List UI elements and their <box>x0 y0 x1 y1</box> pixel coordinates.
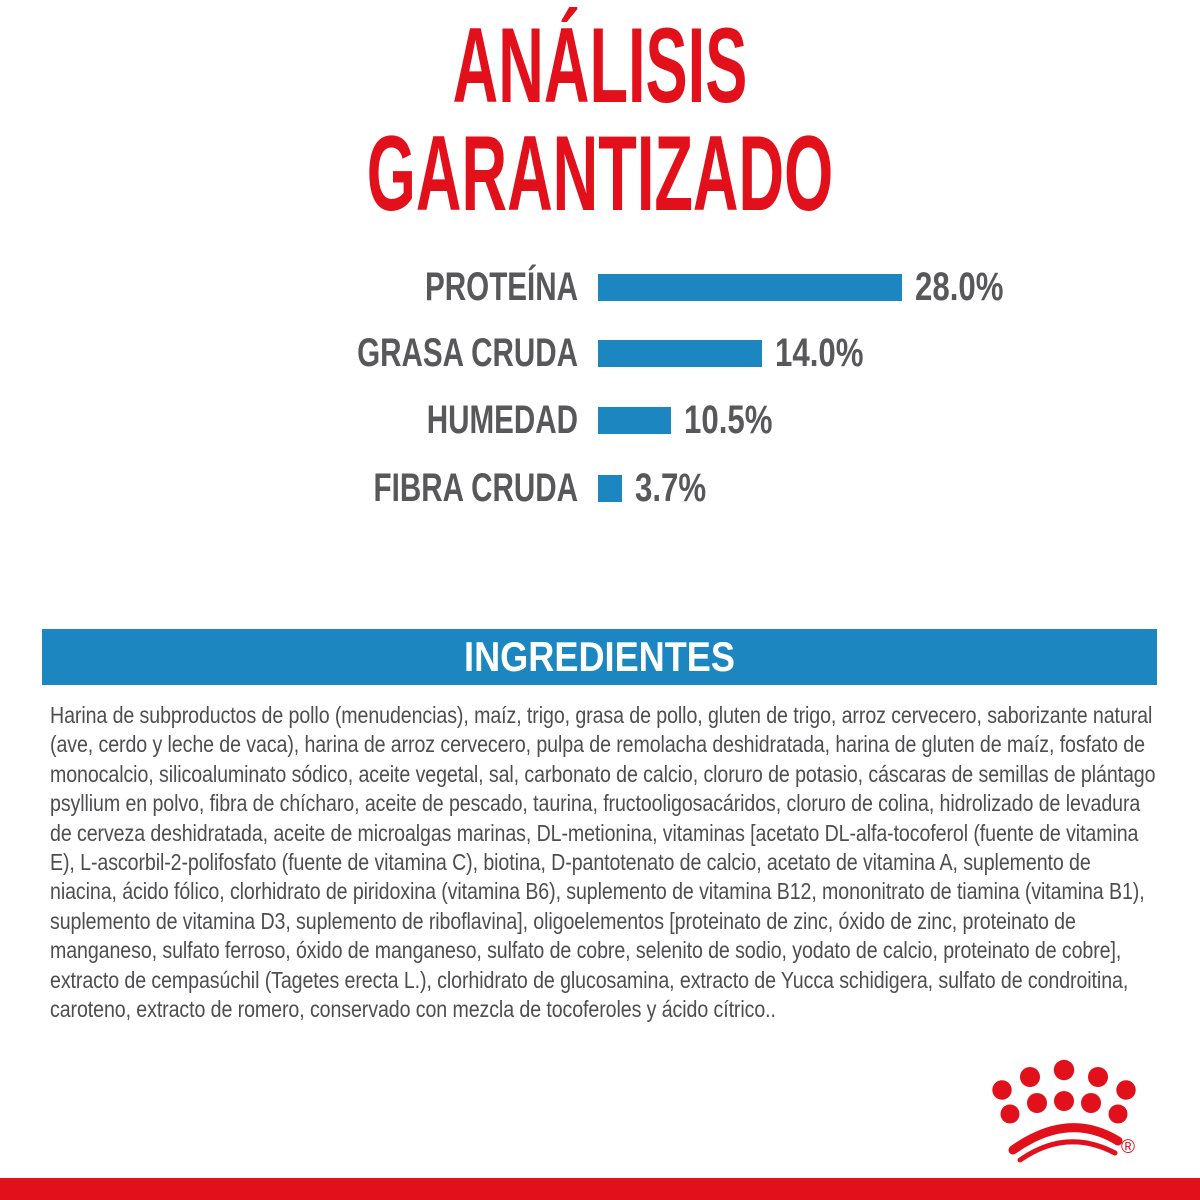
bar-value-proteina: 28.0% <box>915 265 1004 309</box>
ingredients-paragraph: Harina de subproductos de pollo (menudencias), maíz, trigo, grasa de pollo, gluten de trigo, arroz cervecero, saborizante natural (ave, cerdo y leche de vaca), harina de arroz cervecero, pulpa de remolacha deshidratada, harina de gluten de maíz, fosfato de monocalcio, silicoaluminato sódico, aceite vegetal, sal, carbonato de calcio, cloruro de potasio, cáscaras de semillas de plántago psyllium en polvo, fibra de chícharo, aceite de pescado, taurina, fructooligosacáridos, cloruro de colina, hidrolizado de levadura de cerveza deshidratada, aceite de microalgas marinas, DL-metionina, vitaminas [acetato DL-alfa-tocoferol (fuente de vitamina E), L-ascorbil-2-polifosfato (fuente de vitamina C), biotina, D-pantotenato de calcio, acetato de vitamina A, suplemento de niacina, ácido fólico, clorhidrato de piridoxina (vitamina B6), suplemento de vitamina B12, mononitrato de tiamina (vitamina B1), suplemento de vitamina D3, suplemento de riboflavina], oligoelementos [proteinato de zinc, óxido de zinc, proteinato de manganeso, sulfato ferroso, óxido de manganeso, sulfato de cobre, selenito de sodio, yodato de calcio, proteinato de cobre], extracto de cempasúchil (Tagetes erecta L.), clorhidrato de glucosamina, extracto de Yucca schidigera, sulfato de condroitina, caroteno, extracto de romero, conservado con mezcla de tocoferoles y ácido cítrico.. <box>50 702 1156 1023</box>
bar-fibra-cruda <box>598 475 622 502</box>
ingredients-banner <box>42 629 1157 685</box>
bar-value-humedad: 10.5% <box>684 398 773 442</box>
crown-dot <box>992 1080 1011 1099</box>
crown-dot <box>1109 1105 1128 1124</box>
crown-dots <box>992 1060 1135 1124</box>
crown-dot <box>1054 1060 1074 1080</box>
crown-dot <box>1027 1093 1047 1113</box>
crown-arc-lower <box>1020 1142 1115 1160</box>
crown-dot <box>1088 1067 1108 1087</box>
chart-row-grasa-cruda <box>30 331 888 375</box>
bar-grasa-cruda <box>598 340 762 367</box>
crown-dot <box>1081 1093 1101 1113</box>
title-line-2: GARANTIZADO <box>366 113 834 233</box>
bar-value-grasa-cruda: 14.0% <box>775 331 864 375</box>
bar-label-proteina: PROTEÍNA <box>425 265 578 309</box>
crown-arcs <box>1013 1128 1118 1160</box>
registered-trademark-symbol: ® <box>1121 1137 1135 1158</box>
chart-row-fibra-cruda <box>30 466 726 510</box>
bar-label-grasa-cruda: GRASA CRUDA <box>357 331 578 375</box>
bar-label-humedad: HUMEDAD <box>426 398 578 442</box>
guaranteed-analysis-title <box>0 5 1200 233</box>
crown-dot <box>1054 1091 1074 1111</box>
bar-label-fibra-cruda: FIBRA CRUDA <box>373 466 578 510</box>
bar-value-fibra-cruda: 3.7% <box>635 466 707 510</box>
title-line-1: ANÁLISIS <box>452 5 748 125</box>
crown-dot <box>1116 1080 1135 1099</box>
bottom-red-bar <box>0 1178 1200 1200</box>
chart-row-proteina <box>30 265 1028 309</box>
bar-proteina <box>598 274 902 301</box>
royal-canin-crown-logo <box>985 1056 1145 1171</box>
bar-humedad <box>598 407 671 434</box>
crown-dot <box>1020 1067 1040 1087</box>
ingredients-banner-label: INGREDIENTES <box>464 633 735 680</box>
crown-dot <box>1001 1105 1020 1124</box>
chart-row-humedad <box>30 398 797 442</box>
